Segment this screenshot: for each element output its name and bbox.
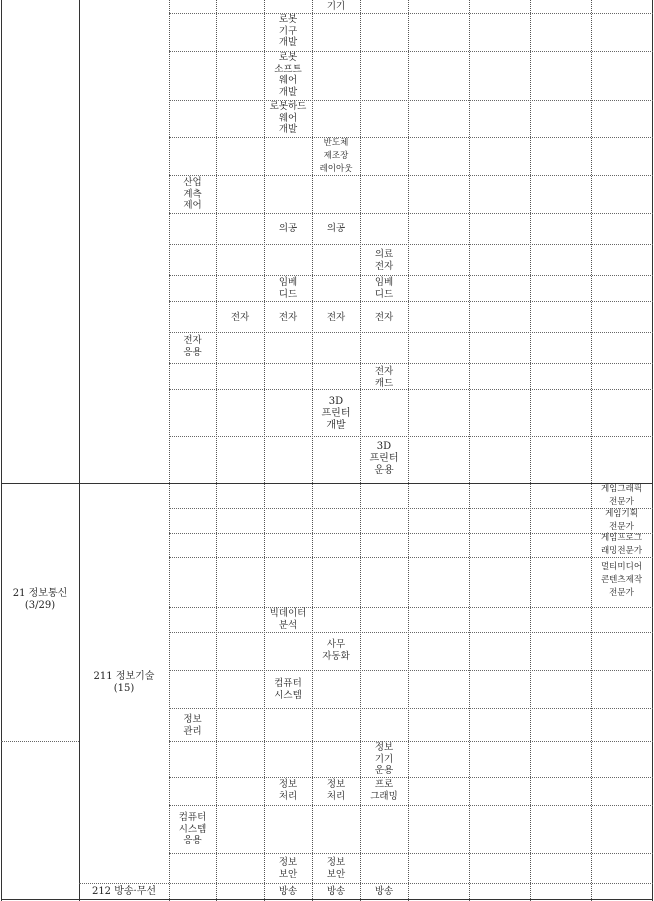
- column-divider: [79, 0, 80, 901]
- row-divider: [169, 13, 653, 14]
- table-border-left: [1, 0, 2, 901]
- subcategory-label: 211 정보기술 (15): [93, 671, 155, 694]
- row-divider: [169, 508, 653, 509]
- table-cell: 방송: [326, 886, 346, 897]
- table-cell: 게임기획 전문가: [605, 509, 638, 532]
- row-divider: [169, 741, 653, 742]
- table-cell: 임베 디드: [278, 277, 298, 300]
- table-cell: 멀티미디어 콘텐츠제작 전문가: [600, 562, 643, 598]
- row-divider: [169, 853, 653, 854]
- table-cell: 게임프로그 래밍전문가: [600, 533, 643, 556]
- table-cell: 정보 처리: [278, 779, 298, 802]
- table-cell: 의공: [326, 223, 346, 234]
- table-cell: 3D 프린터 운용: [369, 441, 399, 476]
- section-divider: [1, 483, 653, 484]
- row-divider: [169, 777, 653, 778]
- table-cell: 반도체 제조장 레이아웃: [319, 138, 353, 174]
- table-cell: 컴퓨터 시스템: [274, 678, 302, 701]
- row-divider: [169, 275, 653, 276]
- column-divider: [408, 0, 409, 901]
- row-divider: [169, 708, 653, 709]
- table-cell: 컴퓨터 시스템 응용: [178, 812, 207, 846]
- table-cell: 임베 디드: [374, 277, 394, 300]
- table-cell: 정보 관리: [183, 714, 202, 737]
- table-cell: 전자: [278, 312, 298, 323]
- column-divider: [312, 0, 313, 901]
- table-cell: 정보 기기 운용: [374, 742, 394, 776]
- row-divider: [169, 363, 653, 364]
- table-cell: 전자 캐드: [374, 366, 394, 389]
- table-cell: 전자: [374, 312, 394, 323]
- row-divider: [169, 301, 653, 302]
- table-cell: 사무 자동화: [322, 639, 350, 662]
- table-cell: 정보 처리: [326, 779, 346, 802]
- table-cell: 전자: [326, 312, 346, 323]
- table-cell: 방송: [374, 886, 394, 897]
- table-cell: 의공: [278, 223, 298, 234]
- column-divider: [530, 0, 531, 901]
- column-divider: [169, 0, 170, 901]
- table-cell: 로봇 소프트 웨어 개발: [274, 52, 302, 98]
- table-cell: 기기: [326, 1, 346, 12]
- table-border-bottom: [1, 899, 653, 900]
- subcategory-label: 212 방송·무선: [91, 886, 157, 897]
- table-cell: 정보 보안: [278, 857, 298, 880]
- table-cell: 빅데이터 분석: [269, 608, 307, 631]
- table-cell: 방송: [278, 886, 298, 897]
- row-divider: [169, 213, 653, 214]
- column-divider: [591, 0, 592, 901]
- table-cell: 산업 계측 제어: [183, 177, 202, 211]
- row-divider: [169, 557, 653, 558]
- table-cell: 로봇 기구 개발: [278, 14, 298, 48]
- row-divider: [169, 244, 653, 245]
- row-divider: [169, 332, 653, 333]
- row-divider: [79, 883, 653, 884]
- row-divider: [169, 137, 653, 138]
- row-divider: [169, 389, 653, 390]
- table-cell: 전자 응용: [183, 335, 202, 358]
- table-cell: 의료 전자: [374, 249, 394, 272]
- table-cell: 프로 그래밍: [370, 779, 398, 802]
- row-divider: [1, 741, 79, 742]
- category-label: 21 정보통신 (3/29): [12, 588, 68, 611]
- row-divider: [169, 100, 653, 101]
- row-divider: [169, 533, 653, 534]
- table-cell: 전자: [230, 312, 250, 323]
- table-cell: 정보 보안: [326, 857, 346, 880]
- table-cell: 게임그래픽 전문가: [600, 484, 643, 507]
- row-divider: [169, 805, 653, 806]
- table-border-right: [652, 0, 653, 901]
- column-divider: [469, 0, 470, 901]
- column-divider: [216, 0, 217, 901]
- table-cell: 로봇하드 웨어 개발: [269, 101, 307, 135]
- row-divider: [169, 51, 653, 52]
- row-divider: [169, 607, 653, 608]
- row-divider: [169, 632, 653, 633]
- row-divider: [169, 436, 653, 437]
- row-divider: [169, 670, 653, 671]
- table-cell: 3D 프린터 개발: [321, 396, 351, 431]
- row-divider: [169, 175, 653, 176]
